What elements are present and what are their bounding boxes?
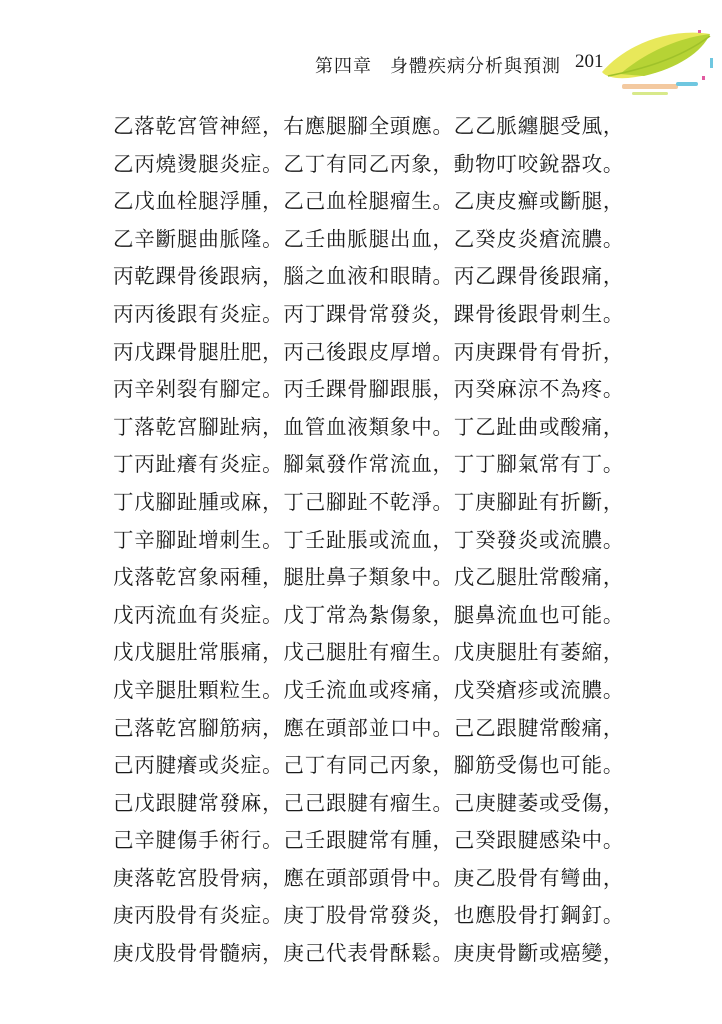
chapter-label: 第四章 — [315, 56, 372, 77]
verse-line: 己辛腱傷手術行。己壬跟腱常有腫，己癸跟腱感染中。 — [113, 828, 625, 853]
verse-line: 乙丙燒燙腿炎症。乙丁有同乙丙象，動物叮咬銳器攻。 — [113, 151, 625, 176]
verse-line: 乙辛斷腿曲脈隆。乙壬曲脈腿出血，乙癸皮炎瘡流膿。 — [113, 226, 625, 251]
verse-line: 丙辛剁裂有腳定。丙壬踝骨腳跟脹，丙癸麻涼不為疼。 — [113, 377, 625, 402]
verse-line: 庚落乾宮股骨病，應在頭部頭骨中。庚乙股骨有彎曲， — [113, 865, 625, 890]
header-leaf-decoration-icon — [598, 18, 722, 118]
verse-line: 庚戊股骨骨髓病，庚己代表骨酥鬆。庚庚骨斷或癌變， — [113, 941, 625, 966]
verse-line: 己丙腱癢或炎症。己丁有同己丙象，腳筋受傷也可能。 — [113, 753, 625, 778]
verse-line: 丙戊踝骨腿肚肥，丙己後跟皮厚增。丙庚踝骨有骨折， — [113, 339, 625, 364]
verse-line: 丙乾踝骨後跟病，腦之血液和眼睛。丙乙踝骨後跟痛， — [113, 264, 625, 289]
verse-line: 戊丙流血有炎症。戊丁常為紮傷象，腿鼻流血也可能。 — [113, 602, 625, 627]
verse-line: 戊辛腿肚顆粒生。戊壬流血或疼痛，戊癸瘡疹或流膿。 — [113, 677, 625, 702]
verse-line: 丁戊腳趾腫或麻，丁己腳趾不乾淨。丁庚腳趾有折斷， — [113, 489, 625, 514]
chapter-title: 身體疾病分析與預測 — [390, 56, 561, 77]
verse-line: 己落乾宮腳筋病，應在頭部並口中。己乙跟腱常酸痛， — [113, 715, 625, 740]
verse-line: 戊戊腿肚常脹痛，戊己腿肚有瘤生。戊庚腿肚有萎縮， — [113, 640, 625, 665]
verse-line: 戊落乾宮象兩種，腿肚鼻子類象中。戊乙腿肚常酸痛， — [113, 565, 625, 590]
verse-line: 丙丙後跟有炎症。丙丁踝骨常發炎，踝骨後跟骨刺生。 — [113, 301, 625, 326]
verse-line: 乙戊血栓腿浮腫，乙己血栓腿瘤生。乙庚皮癬或斷腿， — [113, 189, 625, 214]
verse-line: 丁丙趾癢有炎症。腳氣發作常流血，丁丁腳氣常有丁。 — [113, 452, 625, 477]
verse-line: 丁辛腳趾增刺生。丁壬趾脹或流血，丁癸發炎或流膿。 — [113, 527, 625, 552]
verse-line: 丁落乾宮腳趾病，血管血液類象中。丁乙趾曲或酸痛， — [113, 414, 625, 439]
verse-line: 庚丙股骨有炎症。庚丁股骨常發炎，也應股骨打鋼釘。 — [113, 903, 625, 928]
verse-line: 乙落乾宮管神經，右應腿腳全頭應。乙乙脈纏腿受風， — [113, 114, 625, 138]
verse-body — [113, 108, 625, 973]
verse-line: 己戊跟腱常發麻，己己跟腱有瘤生。己庚腱萎或受傷， — [113, 790, 625, 815]
page-number: 201 — [575, 51, 604, 72]
